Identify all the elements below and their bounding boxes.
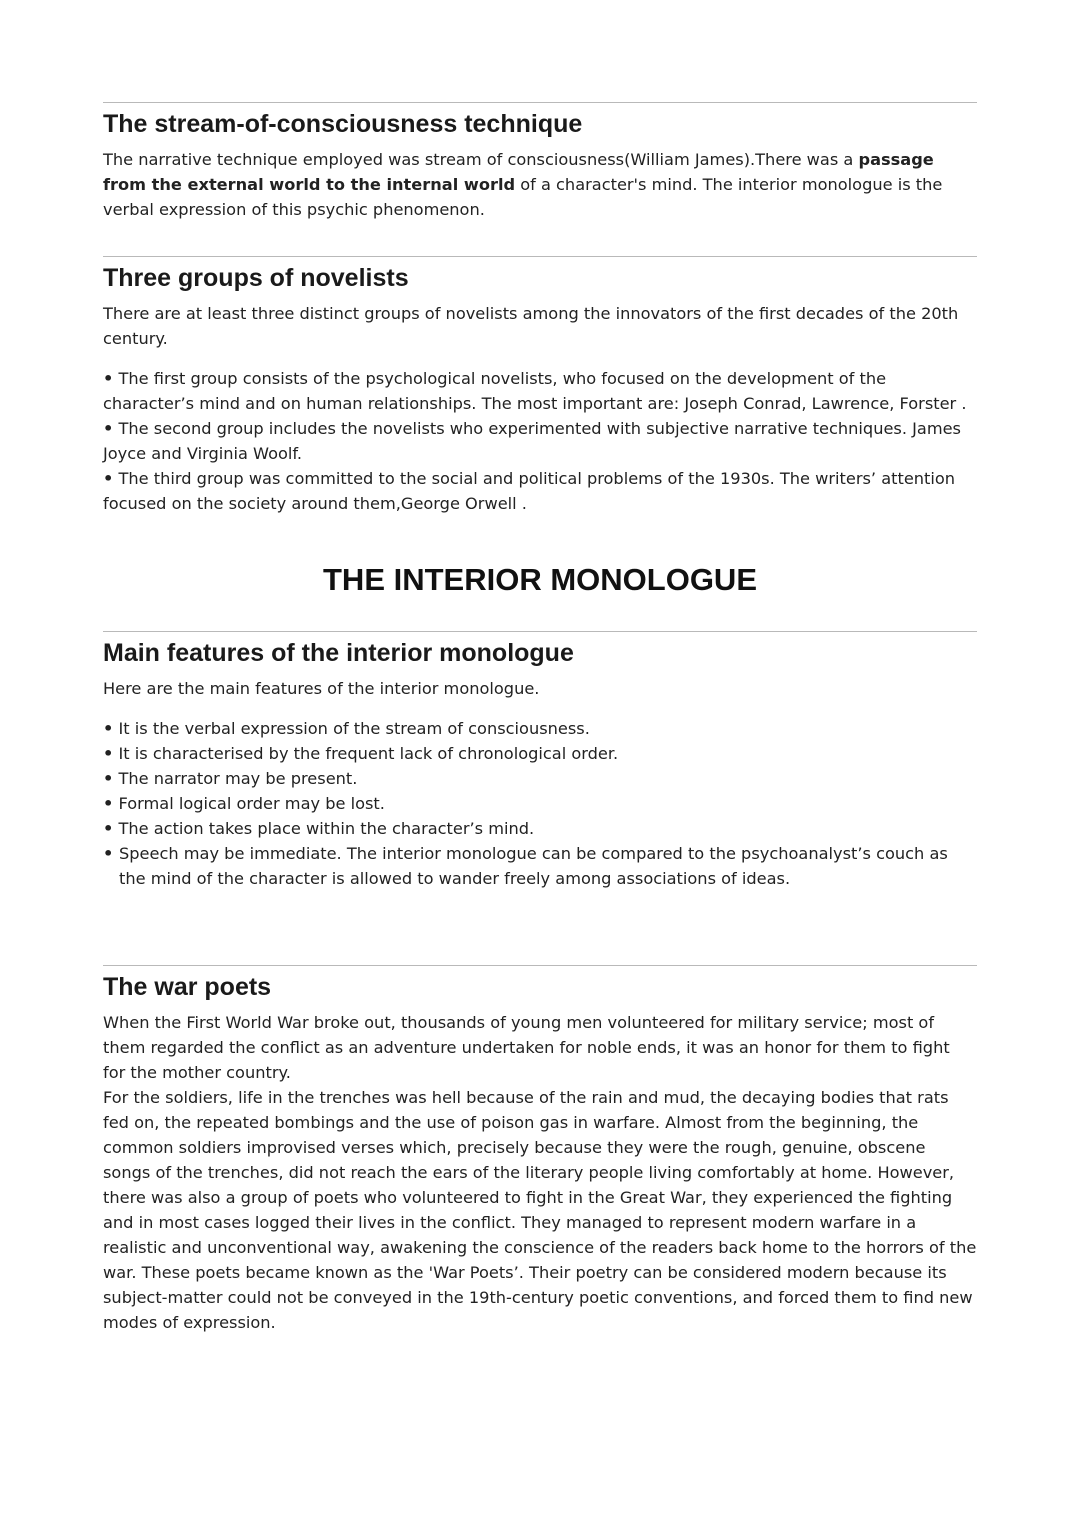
section-heading: Three groups of novelists	[103, 264, 409, 292]
section-heading: The war poets	[103, 973, 272, 1001]
list-item-text: It is characterised by the frequent lack of chronological order.	[118, 744, 619, 763]
list-item-text: Speech may be immediate. The interior monologue can be compared to the psychoanalyst’s couch as the mind of the character is allowed to wander freely among associations of ideas.	[119, 844, 948, 888]
list-item	[103, 466, 977, 516]
list-item	[103, 816, 977, 841]
section-intro: Here are the main features of the interior monologue.	[103, 679, 540, 698]
bullet-icon: •	[103, 794, 114, 813]
section-three-groups	[103, 256, 977, 516]
section-war-poets	[103, 965, 977, 1335]
bullet-icon: •	[103, 769, 114, 788]
list-item-text: The third group was committed to the social and political problems of the 1930s. The writers’ attention focused on the society around them,George Orwell .	[103, 469, 956, 513]
list-item-text: The first group consists of the psychological novelists, who focused on the development of the character’s mind and on human relationships. The most important are: Joseph Conrad, Lawrence, Forster .	[103, 369, 967, 413]
list-item-text: Formal logical order may be lost.	[118, 794, 385, 813]
list-item-text: The second group includes the novelists who experimented with subjective narrative techniques. James Joyce and Virginia Woolf.	[103, 419, 961, 463]
section-intro: There are at least three distinct groups of novelists among the innovators of the first decades of the 20th century.	[103, 304, 959, 348]
list-item	[103, 791, 977, 816]
list-item-text: It is the verbal expression of the stream of consciousness.	[118, 719, 590, 738]
list-item	[103, 716, 977, 741]
list-item	[103, 366, 977, 416]
bullet-icon: •	[103, 419, 114, 438]
page-title: THE INTERIOR MONOLOGUE	[323, 562, 757, 597]
section-paragraph	[103, 147, 977, 222]
section-main-features	[103, 631, 977, 891]
section-paragraph: When the First World War broke out, thousands of young men volunteered for military service; most of them regarded the conflict as an adventure undertaken for noble ends, it was an honor for them to fight for the mother country.	[103, 1013, 950, 1082]
paragraph-text: The narrative technique employed was stream of consciousness(William James).There was a	[103, 150, 859, 169]
bold-phrase: passage from the external world to the internal world	[103, 150, 934, 194]
section-heading: The stream-of-consciousness technique	[103, 110, 583, 138]
bullet-icon: •	[103, 744, 114, 763]
section-divider	[103, 102, 977, 103]
bullet-icon: •	[103, 844, 114, 863]
list-item	[103, 841, 977, 891]
section-divider	[103, 256, 977, 257]
list-item	[103, 766, 977, 791]
list-item	[103, 416, 977, 466]
bullet-icon: •	[103, 369, 114, 388]
paragraph-text: of a character's mind. The interior monologue is the verbal expression of this psychic phenomenon.	[103, 175, 943, 219]
list-item	[103, 741, 977, 766]
list-item-text: The narrator may be present.	[118, 769, 358, 788]
section-divider	[103, 965, 977, 966]
bullet-icon: •	[103, 819, 114, 838]
list-item-text: The action takes place within the character’s mind.	[118, 819, 535, 838]
section-heading: Main features of the interior monologue	[103, 639, 574, 667]
section-paragraph: For the soldiers, life in the trenches was hell because of the rain and mud, the decaying bodies that rats fed on, the repeated bombings and the use of poison gas in warfare. Almost from the beginning, the common soldiers improvised verses which, precisely because they were the rough, genuine, obscene songs of the trenches, did not reach the ears of the literary people living comfortably at home. However, there was also a group of poets who volunteered to fight in the Great War, they experienced the fighting and in most cases logged their lives in the conflict. They managed to represent modern warfare in a realistic and unconventional way, awakening the conscience of the readers back home to the horrors of the war. These poets became known as the 'War Poets’. Their poetry can be considered modern because its subject-matter could not be conveyed in the 19th-century poetic conventions, and forced them to find new modes of expression.	[103, 1088, 977, 1332]
section-divider	[103, 631, 977, 632]
bullet-icon: •	[103, 719, 114, 738]
section-stream-of-consciousness	[103, 102, 977, 222]
bullet-icon: •	[103, 469, 114, 488]
